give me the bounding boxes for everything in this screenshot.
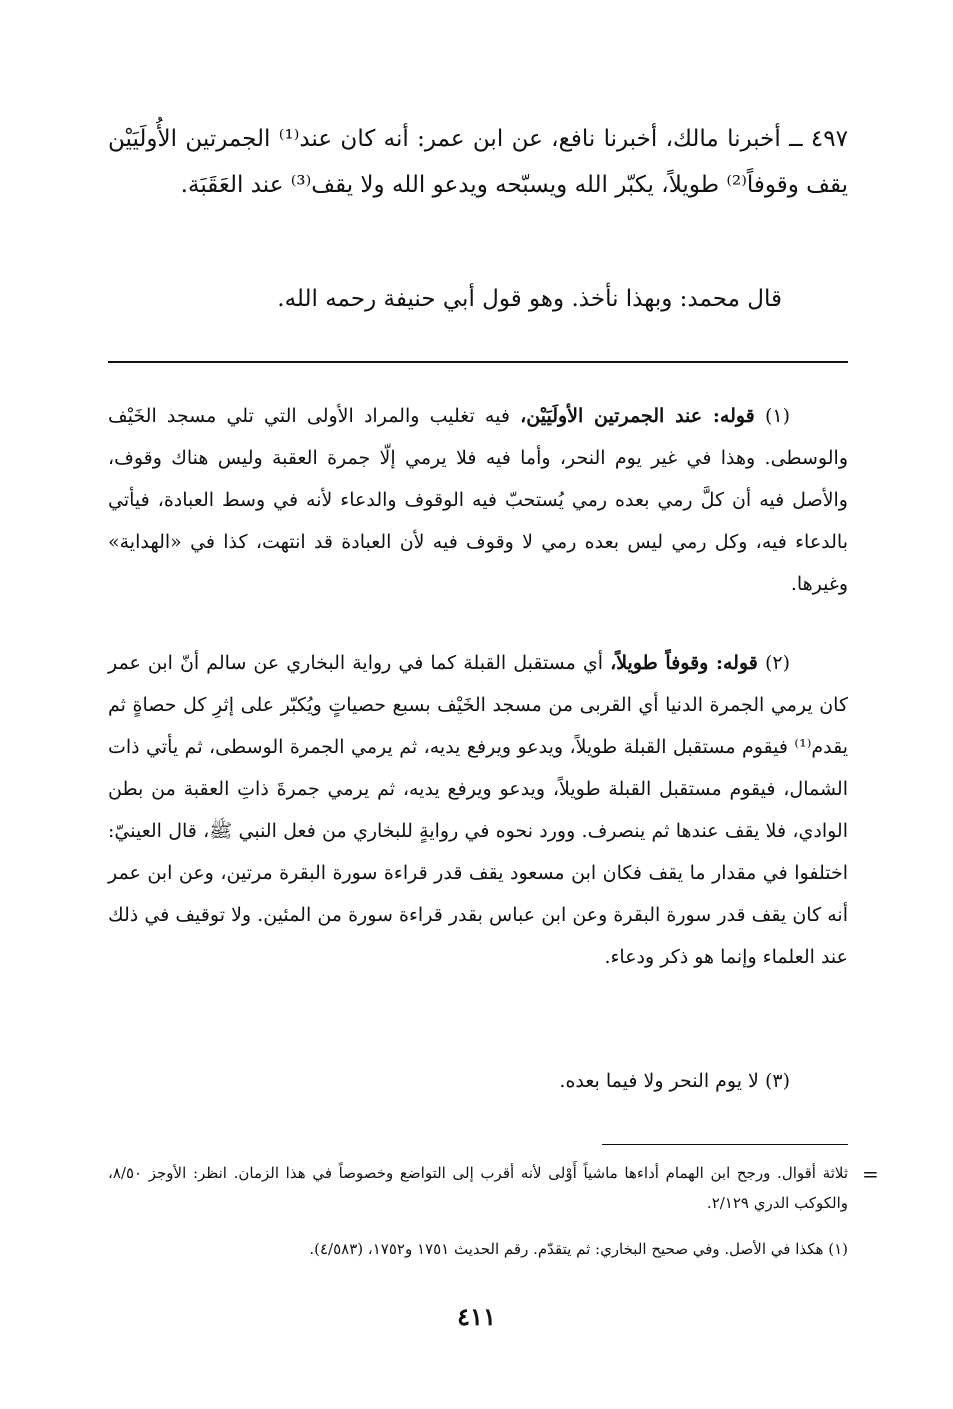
- note-1-lead: قوله: عند الجمرتين الأولَيَيْن،: [520, 405, 755, 427]
- page-number: ٤١١: [457, 1302, 496, 1331]
- note-1: [108, 395, 848, 605]
- footnote-continuation: [108, 1158, 848, 1218]
- note-3-number: (٣): [764, 1070, 790, 1092]
- footnote-1-text: (١) هكذا في الأصل. وفي صحيح البخاري: ثم يتقدّم. رقم الحديث ١٧٥١ و١٧٥٢، (٤/٥٨٣).: [309, 1240, 848, 1258]
- note-2-text: أي مستقبل القبلة كما في رواية البخاري عن سالم أنّ ابن عمر كان يرمي الجمرة الدنيا أي القربى من مسجد الخَيْف بسبع حصياتٍ ويُكبّر على إثرِ كل حصاةٍ ثم يقدم⁽¹⁾ فيقوم مستقبل القبلة طويلاً، ويدعو ويرفع يديه، ثم يرمي الجمرة الوسطى، ثم يأتي ذات الشمال، فيقوم مستقبل القبلة طويلاً، ويدعو ويرفع يديه، ثم يرمي جمرةَ ذاتِ العقبة من بطن الوادي، فلا يقف عندها ثم ينصرف. وورد نحوه في روايةٍ للبخاري من فعل النبي ﷺ، قال العينيّ: اختلفوا في مقدار ما يقف فكان ابن مسعود يقف قدر قراءة سورة البقرة مرتين، وعن ابن عمر أنه كان يقف قدر سورة البقرة وعن ابن عباس بقدر قراءة سورة من المئين. ولا توقيف في ذلك عند العلماء وإنما هو ذكر ودعاء.: [108, 652, 848, 968]
- footnote-divider: [602, 1144, 848, 1145]
- note-1-text: فيه تغليب والمراد الأولى التي تلي مسجد الخَيْف والوسطى. وهذا في غير يوم النحر، وأما فيه فلا يرمي إلّا جمرة العقبة وليس هناك وقوف، والأصل فيه أن كلَّ رمي بعده رمي يُستحبّ فيه الوقوف والدعاء لأنه في وسط العبادة، فيأتي بالدعاء فيه، وكل رمي ليس بعده رمي لا وقوف فيه لأن العبادة قد انتهت، كذا في «الهداية» وغيرها.: [108, 405, 848, 595]
- main-divider: [108, 361, 848, 363]
- footnote-1: [108, 1234, 848, 1264]
- note-1-number: (١): [764, 405, 791, 427]
- hadith-paragraph: [108, 116, 848, 208]
- hadith-text: ٤٩٧ ــ أخبرنا مالك، أخبرنا نافع، عن ابن عمر: أنه كان عند⁽¹⁾ الجمرتين الأُولَيَيْن يقف وقوفاً⁽²⁾ طويلاً، يكبّر الله ويسبّحه ويدعو الله ولا يقف⁽³⁾ عند العَقَبَة.: [108, 126, 848, 198]
- muhammad-statement: [108, 276, 848, 322]
- footnote-continuation-text: ثلاثة أقوال. ورجح ابن الهمام أداءها ماشياً أَوْلى لأنه أقرب إلى التواضع وخصوصاً في هذا الزمان. انظر: الأوجز ٨/٥٠، والكوكب الدري ٢/١٢٩.: [108, 1164, 848, 1212]
- note-3: [108, 1060, 848, 1102]
- note-2-lead: قوله: وقوفاً طويلاً،: [610, 652, 758, 674]
- muhammad-text: قال محمد: وبهذا نأخذ. وهو قول أبي حنيفة رحمه الله.: [277, 286, 782, 312]
- continuation-mark: =: [862, 1162, 879, 1186]
- note-2-number: (٢): [764, 652, 790, 674]
- note-3-text: لا يوم النحر ولا فيما بعده.: [559, 1070, 759, 1092]
- note-2: [108, 642, 848, 978]
